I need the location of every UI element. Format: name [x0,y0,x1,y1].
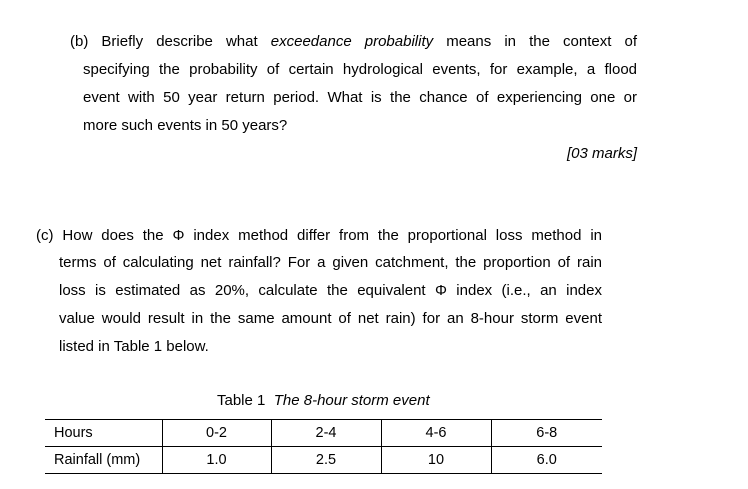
storm-table [45,419,602,474]
question-b-line-2: specifying the probability of certain hydrological events, for example, a flood [83,61,637,78]
question-c-line-4: value would result in the same amount of net rain) for an 8-hour storm event [59,310,602,327]
hours-cell-3: 4-6 [381,420,491,447]
hours-cell-1: 0-2 [162,420,271,447]
table-caption [217,392,430,410]
row-label-hours: Hours [45,420,162,447]
rainfall-cell-1: 1.0 [162,447,271,474]
question-b-line-3: event with 50 year return period. What is the chance of experiencing one or [83,89,637,106]
table-row-rainfall [45,447,602,474]
question-b-line-4: more such events in 50 years? [83,117,288,134]
table-caption-label: Table 1 [217,392,266,409]
hours-cell-2: 2-4 [271,420,381,447]
table-caption-title: The 8-hour storm event [273,392,430,409]
rainfall-cell-2: 2.5 [271,447,381,474]
question-c-line-2: terms of calculating net rainfall? For a given catchment, the proportion of rain [59,254,602,271]
question-c-line-1: (c) How does the Φ index method differ from the proportional loss method in [36,227,602,244]
exceedance-probability-term: exceedance probability [270,33,434,50]
question-b-line-1-post: means in the context of [433,33,638,50]
rainfall-cell-4: 6.0 [491,447,602,474]
question-c-line-3: loss is estimated as 20%, calculate the equivalent Φ index (i.e., an index [59,282,602,299]
question-b-line-1 [70,33,637,51]
question-b-line-1-pre: (b) Briefly describe what [70,33,271,50]
hours-cell-4: 6-8 [491,420,602,447]
table-row-hours [45,420,602,447]
question-c-line-5: listed in Table 1 below. [59,338,209,355]
marks-label: [03 marks] [566,145,637,162]
rainfall-cell-3: 10 [381,447,491,474]
row-label-rainfall: Rainfall (mm) [45,447,162,474]
